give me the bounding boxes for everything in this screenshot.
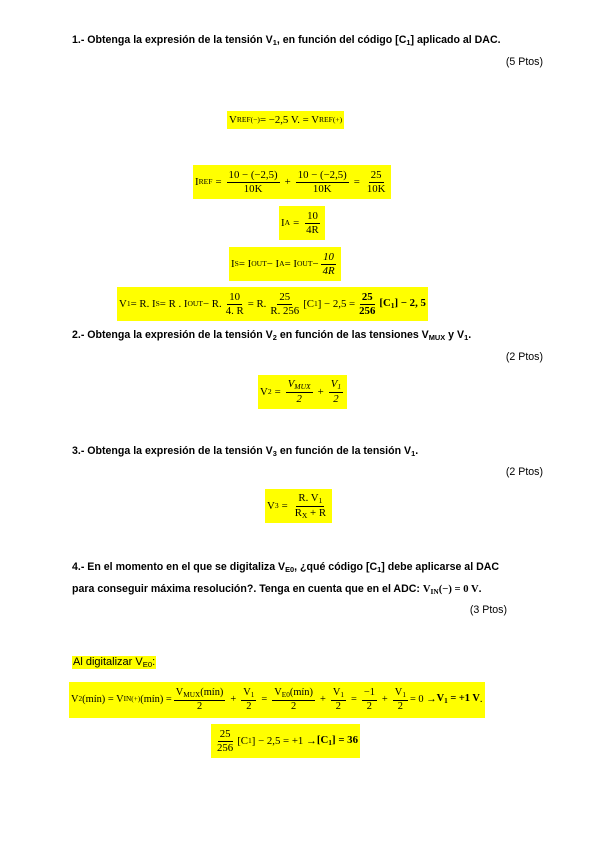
question-4-line-2: para conseguir máxima resolución?. Tenga en cuenta que en el ADC: $V_{IN}(-) = 0$ V. — [72, 583, 482, 596]
equation-c1-result: $\frac{25}{256}$ [C 1 ] − 2,5 = +1 → $[C_1] = 36$ — [211, 724, 360, 758]
equation-iref: I REF = $\frac{10 - (-2,5)}{10K}$ + $\frac{10 - (-2,5)}{10K}$ = $\frac{25}{10K}$ — [193, 165, 391, 199]
equation-vref: V REF(−) = −2,5 V. = V REF(+) — [227, 111, 344, 129]
equation-v1: V 1 = R. I S = R . I OUT − R. $\frac{10}{4. R}$ = R. $\frac{25}{R. 256}$ [C 1 ] − 2,5 = $\frac{25}{256}$ $[C_1] - 2$, 5 — [117, 287, 428, 321]
equation-v3: V 3 = $\frac{R. V_1}{R_X + R}$ — [265, 489, 332, 523]
equation-is: I S = I OUT − I A = I OUT − $\frac{10}{4R}$ — [229, 247, 341, 281]
equation-v2: V 2 = $\frac{V_{MUX}}{2}$ + $\frac{V_1}{2}$ — [258, 375, 347, 409]
question-1-title: 1.- Obtenga la expresión de la tensión $V_1$, en función del código $[C_1]$ aplicado al DAC. — [72, 34, 501, 47]
equation-v2-min: V 2 (mín) = V IN(+) (mín) = $\frac{V_{MUX}(mín)}{2}$ + $\frac{V_1}{2}$ = $\frac{V_{E0}(mín)}{2}$ + $\frac{V_1}{2}$ = $\frac{-1}{2}$ + $\frac{V_1}{2}$ = 0 → $V_1 = +1$ V . — [69, 682, 485, 718]
answer-note: Al digitalizar $V_{E0}$: — [73, 656, 156, 669]
question-2-title: 2.- Obtenga la expresión de la tensión $V_2$ en función de las tensiones $V_{MUX}$ y $V_1$. — [72, 329, 472, 342]
question-3-points: (2 Ptos) — [505, 466, 543, 478]
question-4-line-1: 4.- En el momento en el que se digitaliza $V_{E0}$, ¿qué código $[C_1]$ debe aplicarse al DAC — [72, 561, 500, 574]
question-3-title: 3.- Obtenga la expresión de la tensión $V_3$ en función de la tensión $V_1$. — [72, 445, 419, 458]
question-2-points: (2 Ptos) — [505, 351, 543, 363]
question-4-points: (3 Ptos) — [469, 604, 507, 616]
question-1-points: (5 Ptos) — [505, 56, 543, 68]
equation-ia: I A = $\frac{10}{4R}$ — [279, 206, 325, 240]
